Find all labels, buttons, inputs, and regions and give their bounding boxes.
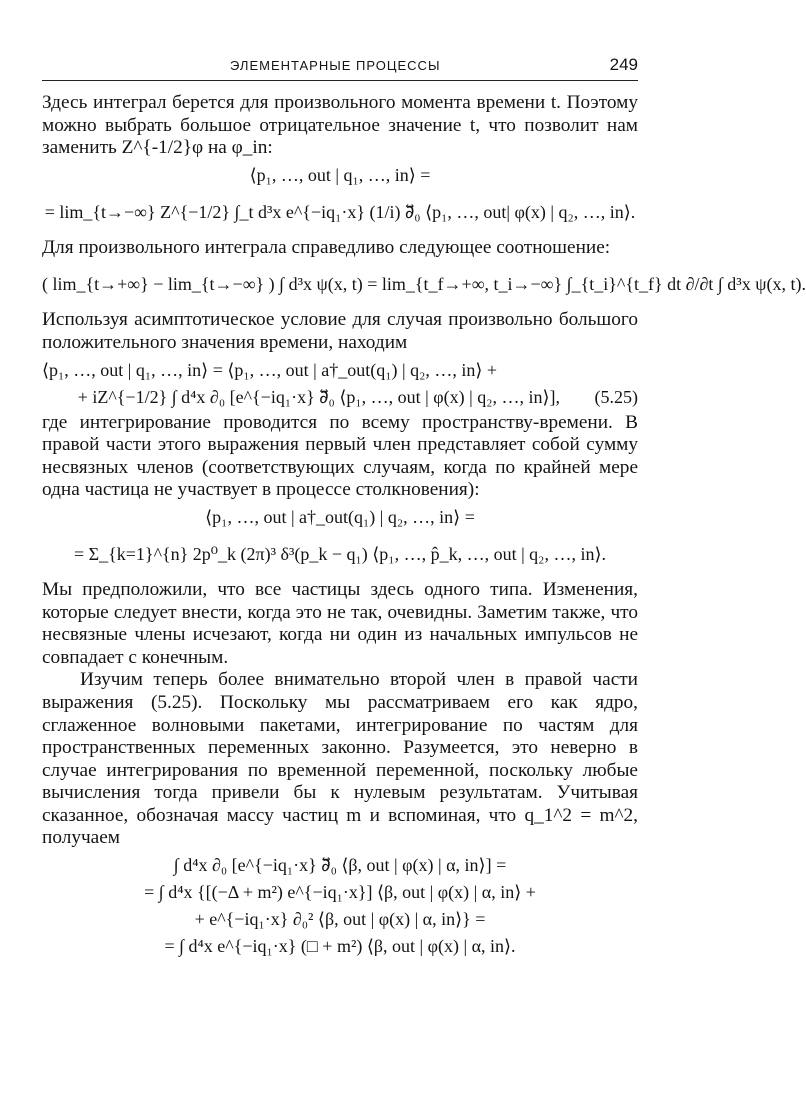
equation-4-line-1: ⟨p₁, …, out | a†_out(q₁) | q₂, …, in⟩ = <box>205 506 475 527</box>
running-title: ЭЛЕМЕНТАРНЫЕ ПРОЦЕССЫ <box>230 58 441 73</box>
equation-5-line-2: = ∫ d⁴x {[(−Δ + m²) e^{−iq₁·x}] ⟨β, out | φ(x) | α, in⟩ + <box>144 882 536 903</box>
equation-5-line-3: + e^{−iq₁·x} ∂₀² ⟨β, out | φ(x) | α, in⟩} = <box>194 909 486 930</box>
equation-4-line-2: = Σ_{k=1}^{n} 2p⁰_k (2π)³ δ³(p_k − q₁) ⟨p₁, …, p̂_k, …, out | q₂, …, in⟩. <box>74 543 606 564</box>
equation-3-line-1: ⟨p₁, …, out | q₁, …, in⟩ = ⟨p₁, …, out | a†_out(q₁) | q₂, …, in⟩ + <box>42 359 498 380</box>
equation-5-line-4: = ∫ d⁴x e^{−iq₁·x} (□ + m²) ⟨β, out | φ(x) | α, in⟩. <box>164 936 516 957</box>
equation-1-line-1: ⟨p₁, …, out | q₁, …, in⟩ = <box>249 164 431 185</box>
equation-2: ( lim_{t→+∞} − lim_{t→−∞} ) ∫ d³x ψ(x, t) = lim_{t_f→+∞, t_i→−∞} ∫_{t_i}^{t_f} dt ∂/∂t ∫ d³x ψ(x, t). <box>42 274 806 295</box>
equation-1-line-2: = lim_{t→−∞} Z^{−1/2} ∫_t d³x e^{−iq₁·x} (1/i) ∂⃡₀ ⟨p₁, …, out| φ(x) | q₂, …, in⟩. <box>44 201 636 222</box>
book-page <box>42 55 806 961</box>
paragraph-3: Используя асимптотическое условие для случая произвольно большого положительного значения времени, находим <box>42 309 638 353</box>
equation-5-line-1: ∫ d⁴x ∂₀ [e^{−iq₁·x} ∂⃡₀ ⟨β, out | φ(x) | α, in⟩] = <box>173 855 507 876</box>
page-header <box>42 55 638 81</box>
paragraph-4: где интегрирование проводится по всему пространству-времени. В правой части этого выражения первый член представляет собой сумму несвязных членов (соответствующих случаям, когда по крайней мере одна частица не участвует в процессе столкновения): <box>42 411 638 501</box>
paragraph-6: Изучим теперь более внимательно второй член в правой части выражения (5.25). Поскольку мы рассматриваем его как ядро, сглаженное волновыми пакетами, интегрирование по частям для пространственных переменных законно. Разумеется, это неверно в случае интегрирования по временной переменной, поскольку любые вычисления тогда привели бы к нулевым результатам. Учитывая сказанное, обозначая массу частиц m и вспоминая, что q_1^2 = m^2, получаем <box>42 669 638 849</box>
paragraph-5: Мы предположили, что все частицы здесь одного типа. Изменения, которые следует внести, когда это не так, очевидны. Заметим также, что несвязные члены исчезают, когда ни один из начальных импульсов не совпадает с конечным. <box>42 578 638 668</box>
equation-3-line-2-body: + iZ^{−1/2} ∫ d⁴x ∂₀ [e^{−iq₁·x} ∂⃡₀ ⟨p₁, …, out | φ(x) | q₂, …, in⟩], <box>77 386 560 407</box>
paragraph-1: Здесь интеграл берется для произвольного момента времени t. Поэтому можно выбрать большое отрицательное значение t, что позволит нам заменить Z^{-1/2}φ на φ_in: <box>42 92 638 159</box>
equation-3-line-2 <box>42 385 638 409</box>
paragraph-2: Для произвольного интеграла справедливо следующее соотношение: <box>42 236 611 258</box>
page-number: 249 <box>609 55 638 74</box>
equation-number: (5.25) <box>594 386 638 407</box>
